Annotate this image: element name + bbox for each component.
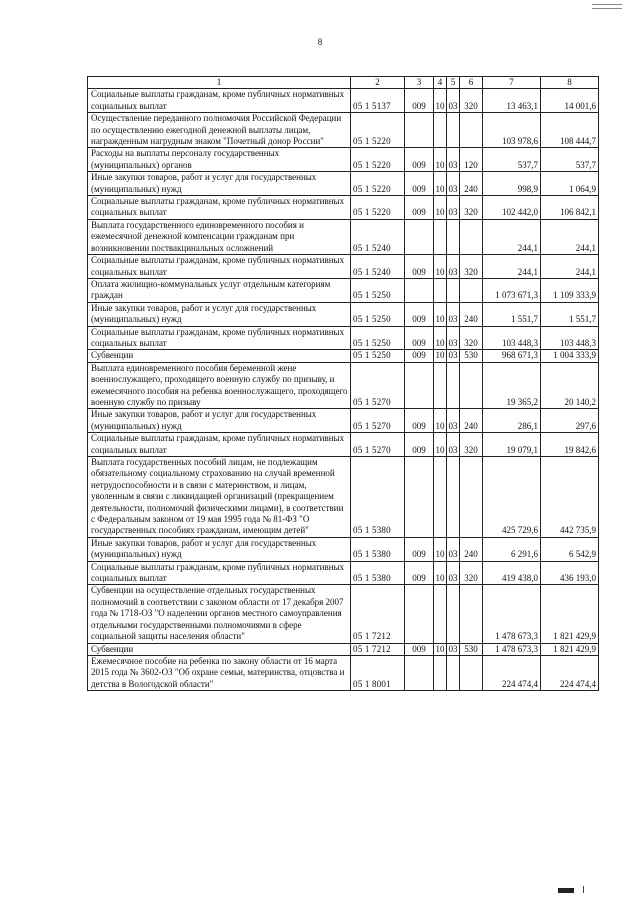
- row-col4-cell: 10: [435, 643, 445, 654]
- row-value7-cell: 103 978,6: [483, 113, 541, 148]
- row-col3-cell: 009: [405, 409, 434, 433]
- row-code-cell: 05 1 5250: [351, 350, 405, 362]
- row-name-cell: Выплата единовременного пособия беременной жене военнослужащего, проходящего военную службу по призыву, и ежемесячного пособия на ребенка военнослужащего, проходящего военную службу по призыву: [88, 362, 351, 409]
- row-value7-cell: 224 474,4: [483, 655, 541, 690]
- row-name-cell: Иные закупки товаров, работ и услуг для государственных (муниципальных) нужд: [88, 409, 351, 433]
- row-col3-cell: 009: [405, 326, 434, 350]
- row-value8-cell: 436 193,0: [541, 561, 599, 585]
- row-code-cell: 05 1 5220: [351, 196, 405, 220]
- row-value7-cell: 968 671,3: [483, 350, 541, 362]
- row-col6-cell: 320: [460, 255, 483, 279]
- row-col4-cell: 10: [434, 255, 447, 279]
- row-col5-cell: [447, 278, 460, 302]
- row-code-cell: 05 1 5220: [351, 172, 405, 196]
- table-body: [88, 77, 599, 691]
- table-row: [88, 196, 599, 220]
- row-col3-cell: [405, 655, 434, 690]
- row-name-cell: Иные закупки товаров, работ и услуг для государственных (муниципальных) нужд: [88, 537, 351, 561]
- row-col5-cell: [447, 362, 460, 409]
- row-col4-cell: 10: [434, 196, 447, 220]
- row-value7-cell: 1 073 671,3: [483, 278, 541, 302]
- row-col6-cell: [460, 219, 483, 254]
- row-value8-cell: 244,1: [541, 219, 599, 254]
- row-col4-cell: [434, 278, 447, 302]
- header-row: [88, 77, 599, 89]
- table-row: [88, 585, 599, 643]
- row-value7-cell: 1 551,7: [483, 302, 541, 326]
- row-value8-cell: 244,1: [541, 255, 599, 279]
- row-col6-cell: 240: [460, 537, 483, 561]
- table-row: [88, 655, 599, 690]
- row-value7-cell: 13 463,1: [483, 89, 541, 113]
- row-col6-cell: 240: [460, 409, 483, 433]
- table-row: [88, 457, 599, 538]
- header-cell: 7: [483, 77, 541, 89]
- row-col5-cell: 03: [447, 326, 460, 350]
- row-code-cell: 05 1 5270: [351, 433, 405, 457]
- table-row: [88, 89, 599, 113]
- row-col4-cell: [434, 585, 447, 643]
- row-col4-cell: 10: [434, 537, 447, 561]
- table-row: [88, 148, 599, 172]
- row-value8-cell: 108 444,7: [541, 113, 599, 148]
- row-code-cell: 05 1 5270: [351, 409, 405, 433]
- row-col4-cell: 10: [434, 148, 447, 172]
- row-col6-cell: 320: [460, 433, 483, 457]
- row-code-cell: 05 1 5250: [351, 326, 405, 350]
- table-row: [88, 409, 599, 433]
- row-col6-cell: [460, 113, 483, 148]
- row-col3-cell: 009: [405, 148, 434, 172]
- row-value8-cell: 1 064,9: [541, 172, 599, 196]
- page-number: 8: [317, 37, 323, 47]
- table-row: [88, 326, 599, 350]
- header-cell: 1: [88, 77, 351, 89]
- row-col5-cell: 03: [447, 409, 460, 433]
- row-value7-cell: 998,9: [483, 172, 541, 196]
- table-row: [88, 172, 599, 196]
- row-col6-cell: 120: [460, 148, 483, 172]
- row-col3-cell: 009: [405, 89, 434, 113]
- row-value8-cell: 297,6: [541, 409, 599, 433]
- row-value7-cell: 1 478 673,3: [483, 585, 541, 643]
- row-col6-cell: 320: [460, 326, 483, 350]
- row-col3-cell: [405, 113, 434, 148]
- row-code-cell: 05 1 5250: [351, 302, 405, 326]
- row-col3-cell: [405, 585, 434, 643]
- row-col6-cell: 530: [460, 350, 483, 362]
- row-code-cell: 05 1 5250: [351, 278, 405, 302]
- row-col4-cell: [434, 362, 447, 409]
- row-code-cell: 05 1 5220: [351, 148, 405, 172]
- row-code-cell: 05 1 5240: [351, 255, 405, 279]
- row-name-cell: Социальные выплаты гражданам, кроме публичных нормативных социальных выплат: [88, 255, 351, 279]
- row-col6-cell: [460, 457, 483, 538]
- row-col3-cell: 009: [405, 350, 434, 362]
- row-value7-cell: 103 448,3: [483, 326, 541, 350]
- row-col4-cell: 10: [434, 326, 447, 350]
- row-col4-cell: 10: [434, 433, 447, 457]
- row-value8-cell: 106 842,1: [541, 196, 599, 220]
- row-name-cell: Социальные выплаты гражданам, кроме публичных нормативных социальных выплат: [88, 561, 351, 585]
- row-col5-cell: [447, 585, 460, 643]
- row-name-cell: Ежемесячное пособие на ребенка по закону области от 16 марта 2015 года № 3602-ОЗ "Об охране семьи, материнства, отцовства и детства в Вологодской области": [88, 655, 351, 690]
- row-value7-cell: 537,7: [483, 148, 541, 172]
- row-name-cell: Выплата государственных пособий лицам, не подлежащим обязательному социальному страхованию на случай временной нетрудоспособности и в связи с материнством, и лицам, уволенным в связи с ликвидацией организаций (прекращением деятельности, полномочий физическими лицами), в соответствии с Федеральным законом от 19 мая 1995 года № 81-ФЗ "О государственных пособиях гражданам, имеющим детей": [88, 457, 351, 538]
- header-cell: 3: [405, 77, 434, 89]
- row-col4-cell: 10: [434, 172, 447, 196]
- table-row: [88, 561, 599, 585]
- row-value8-cell: 1 821 429,9: [541, 643, 599, 655]
- row-code-cell: 05 1 8001: [351, 655, 405, 690]
- table-row: [88, 433, 599, 457]
- row-col5-cell: 03: [447, 89, 460, 113]
- row-value7-cell: 102 442,0: [483, 196, 541, 220]
- header-cell: 4: [434, 77, 447, 89]
- row-col5-cell: 03: [448, 643, 458, 654]
- row-col6-cell: 320: [460, 89, 483, 113]
- row-value8-cell: 19 842,6: [541, 433, 599, 457]
- budget-table: [87, 76, 599, 691]
- header-cell: 5: [447, 77, 460, 89]
- table-row: [88, 219, 599, 254]
- row-col3-cell: 009: [405, 433, 434, 457]
- row-col6-cell: [460, 585, 483, 643]
- row-col6-cell: 240: [460, 172, 483, 196]
- row-col5-cell: [447, 655, 460, 690]
- row-col4-cell: 10: [434, 302, 447, 326]
- row-col6-cell: 320: [460, 196, 483, 220]
- row-col5-cell: 03: [447, 148, 460, 172]
- table-row: [88, 362, 599, 409]
- row-col6-cell: 320: [460, 561, 483, 585]
- row-value8-cell: 537,7: [541, 148, 599, 172]
- row-code-cell: 05 1 5240: [351, 219, 405, 254]
- row-name-cell: Выплата государственного единовременного пособия и ежемесячной денежной компенсации гражданам при возникновении поствакцинальных осложнений: [88, 219, 351, 254]
- row-name-cell: Социальные выплаты гражданам, кроме публичных нормативных социальных выплат: [88, 433, 351, 457]
- row-value8-cell: 1 821 429,9: [541, 585, 599, 643]
- row-value7-cell: 19 079,1: [483, 433, 541, 457]
- row-value7-cell: 244,1: [483, 255, 541, 279]
- row-value8-cell: 1 109 333,9: [541, 278, 599, 302]
- row-col4-cell: [434, 219, 447, 254]
- row-value7-cell: 419 438,0: [483, 561, 541, 585]
- row-name-cell: Социальные выплаты гражданам, кроме публичных нормативных социальных выплат: [88, 326, 351, 350]
- row-name-cell: Социальные выплаты гражданам, кроме публичных нормативных социальных выплат: [88, 196, 351, 220]
- row-name-cell: Оплата жилищно-коммунальных услуг отдельным категориям граждан: [88, 278, 351, 302]
- row-col3-cell: [405, 362, 434, 409]
- row-name-cell: Расходы на выплаты персоналу государственных (муниципальных) органов: [88, 148, 351, 172]
- row-col4-cell: 10: [434, 89, 447, 113]
- row-name-cell: Субвенции: [88, 350, 351, 362]
- row-col3-cell: [405, 278, 434, 302]
- row-value7-cell: 425 729,6: [483, 457, 541, 538]
- row-code-cell: 05 1 5137: [351, 89, 405, 113]
- row-col5-cell: 03: [448, 350, 458, 361]
- row-col4-cell: 10: [434, 561, 447, 585]
- row-code-cell: 05 1 5270: [351, 362, 405, 409]
- row-col5-cell: 03: [447, 302, 460, 326]
- row-value7-cell: 19 365,2: [483, 362, 541, 409]
- row-value8-cell: 14 001,6: [541, 89, 599, 113]
- row-value8-cell: 1 004 333,9: [541, 350, 599, 362]
- row-value7-cell: 1 478 673,3: [483, 643, 541, 655]
- row-name-cell: Иные закупки товаров, работ и услуг для государственных (муниципальных) нужд: [88, 302, 351, 326]
- row-col5-cell: 03: [447, 561, 460, 585]
- row-col4-cell: [434, 655, 447, 690]
- row-value8-cell: 6 542,9: [541, 537, 599, 561]
- row-name-cell: Иные закупки товаров, работ и услуг для государственных (муниципальных) нужд: [88, 172, 351, 196]
- row-col5-cell: 03: [447, 172, 460, 196]
- row-col4-cell: [434, 457, 447, 538]
- row-col5-cell: 03: [447, 433, 460, 457]
- row-col3-cell: 009: [405, 255, 434, 279]
- row-col5-cell: 03: [447, 196, 460, 220]
- row-col6-cell: [460, 362, 483, 409]
- row-col3-cell: [405, 457, 434, 538]
- scan-artifact-lines: [592, 4, 622, 9]
- row-col3-cell: [405, 219, 434, 254]
- row-col4-cell: [434, 113, 447, 148]
- row-code-cell: 05 1 7212: [351, 585, 405, 643]
- table-row: [88, 255, 599, 279]
- row-col3-cell: 009: [405, 561, 434, 585]
- row-code-cell: 05 1 5380: [351, 561, 405, 585]
- row-col3-cell: 009: [405, 196, 434, 220]
- row-value7-cell: 6 291,6: [483, 537, 541, 561]
- row-col4-cell: 10: [434, 409, 447, 433]
- row-col5-cell: [447, 457, 460, 538]
- row-value7-cell: 286,1: [483, 409, 541, 433]
- table-row: [88, 643, 599, 655]
- row-col3-cell: 009: [405, 302, 434, 326]
- scan-artifact-mark: [558, 888, 574, 893]
- row-name-cell: Субвенции на осуществление отдельных государственных полномочий в соответствии с законом области от 17 декабря 2007 года № 1718-ОЗ "О наделении органов местного самоуправления отдельными государственными полномочиями в сфере социальной защиты населения области": [88, 585, 351, 643]
- row-col5-cell: [447, 219, 460, 254]
- row-col6-cell: 240: [460, 302, 483, 326]
- table-row: [88, 537, 599, 561]
- row-code-cell: 05 1 7212: [351, 643, 405, 655]
- row-col3-cell: 009: [405, 537, 434, 561]
- row-col6-cell: [460, 655, 483, 690]
- row-value8-cell: 224 474,4: [541, 655, 599, 690]
- row-code-cell: 05 1 5220: [351, 113, 405, 148]
- row-col3-cell: 009: [405, 643, 434, 655]
- row-code-cell: 05 1 5380: [351, 537, 405, 561]
- row-col6-cell: 530: [460, 643, 483, 655]
- header-cell: 8: [541, 77, 599, 89]
- row-col3-cell: 009: [405, 172, 434, 196]
- row-col5-cell: 03: [447, 255, 460, 279]
- row-col5-cell: [447, 113, 460, 148]
- row-name-cell: Субвенции: [88, 643, 351, 655]
- row-col5-cell: 03: [447, 537, 460, 561]
- row-value8-cell: 103 448,3: [541, 326, 599, 350]
- scan-artifact-tick: [583, 886, 584, 893]
- row-value7-cell: 244,1: [483, 219, 541, 254]
- row-code-cell: 05 1 5380: [351, 457, 405, 538]
- row-value8-cell: 20 140,2: [541, 362, 599, 409]
- row-col4-cell: 10: [435, 350, 445, 361]
- table-row: [88, 278, 599, 302]
- table-row: [88, 302, 599, 326]
- table-row: [88, 350, 599, 362]
- row-value8-cell: 442 735,9: [541, 457, 599, 538]
- table-row: [88, 113, 599, 148]
- row-name-cell: Социальные выплаты гражданам, кроме публичных нормативных социальных выплат: [88, 89, 351, 113]
- header-cell: 6: [460, 77, 483, 89]
- row-col6-cell: [460, 278, 483, 302]
- header-cell: 2: [351, 77, 405, 89]
- row-name-cell: Осуществление переданного полномочия Российской Федерации по осуществлению ежегодной денежной выплаты лицам, награжденным нагрудным знаком "Почетный донор России": [88, 113, 351, 148]
- row-value8-cell: 1 551,7: [541, 302, 599, 326]
